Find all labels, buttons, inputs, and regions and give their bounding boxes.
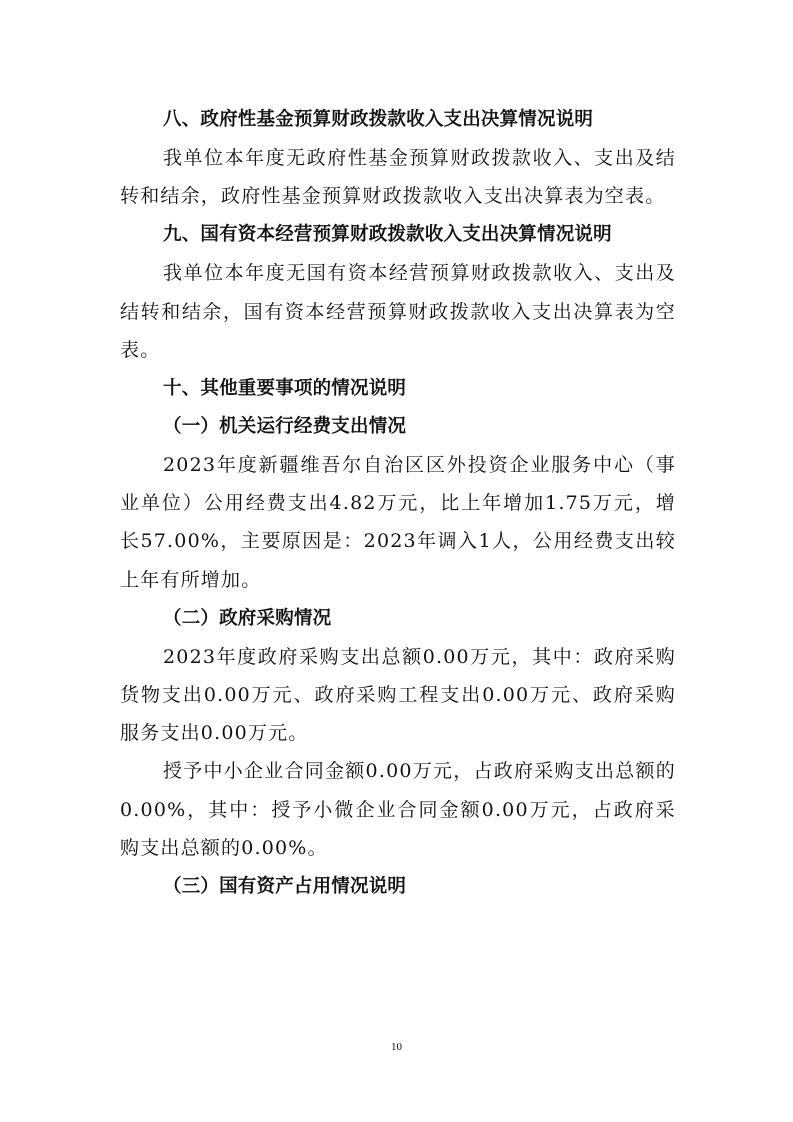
section-heading-10: 十、其他重要事项的情况说明: [163, 378, 407, 400]
section-heading-8: 八、政府性基金预算财政拨款收入支出决算情况说明: [163, 109, 594, 130]
paragraph-sme-contracts: 授予中小企业合同金额0.00万元，占政府采购支出总额的0.00%，其中：授予小微企业合同金额0.00万元，占政府采购支出总额的0.00%。: [120, 760, 676, 859]
paragraph-procurement-total: 2023年度政府采购支出总额0.00万元，其中：政府采购货物支出0.00万元、政府采购工程支出0.00万元、政府采购服务支出0.00万元。: [120, 645, 676, 745]
paragraph-operating-expenses: 2023年度新疆维吾尔自治区区外投资企业服务中心（事业单位）公用经费支出4.82万元，比上年增加1.75万元，增长57.00%，主要原因是：2023年调入1人，公用经费支出较上年有所增加。: [120, 454, 676, 591]
subsection-heading-1: （一）机关运行经费支出情况: [163, 416, 407, 438]
subsection-heading-2: （二）政府采购情况: [163, 607, 332, 629]
section-heading-9: 九、国有资本经营预算财政拨款收入支出决算情况说明: [163, 224, 612, 246]
paragraph-government-fund: 我单位本年度无政府性基金预算财政拨款收入、支出及结转和结余，政府性基金预算财政拨款收入支出决算表为空表。: [120, 147, 676, 208]
subsection-heading-3: （三）国有资产占用情况说明: [163, 876, 407, 898]
document-body: [120, 101, 676, 906]
page-number: 10: [391, 1041, 402, 1053]
paragraph-state-capital: 我单位本年度无国有资本经营预算财政拨款收入、支出及结转和结余，国有资本经营预算财政拨款收入支出决算表为空表。: [120, 262, 676, 361]
